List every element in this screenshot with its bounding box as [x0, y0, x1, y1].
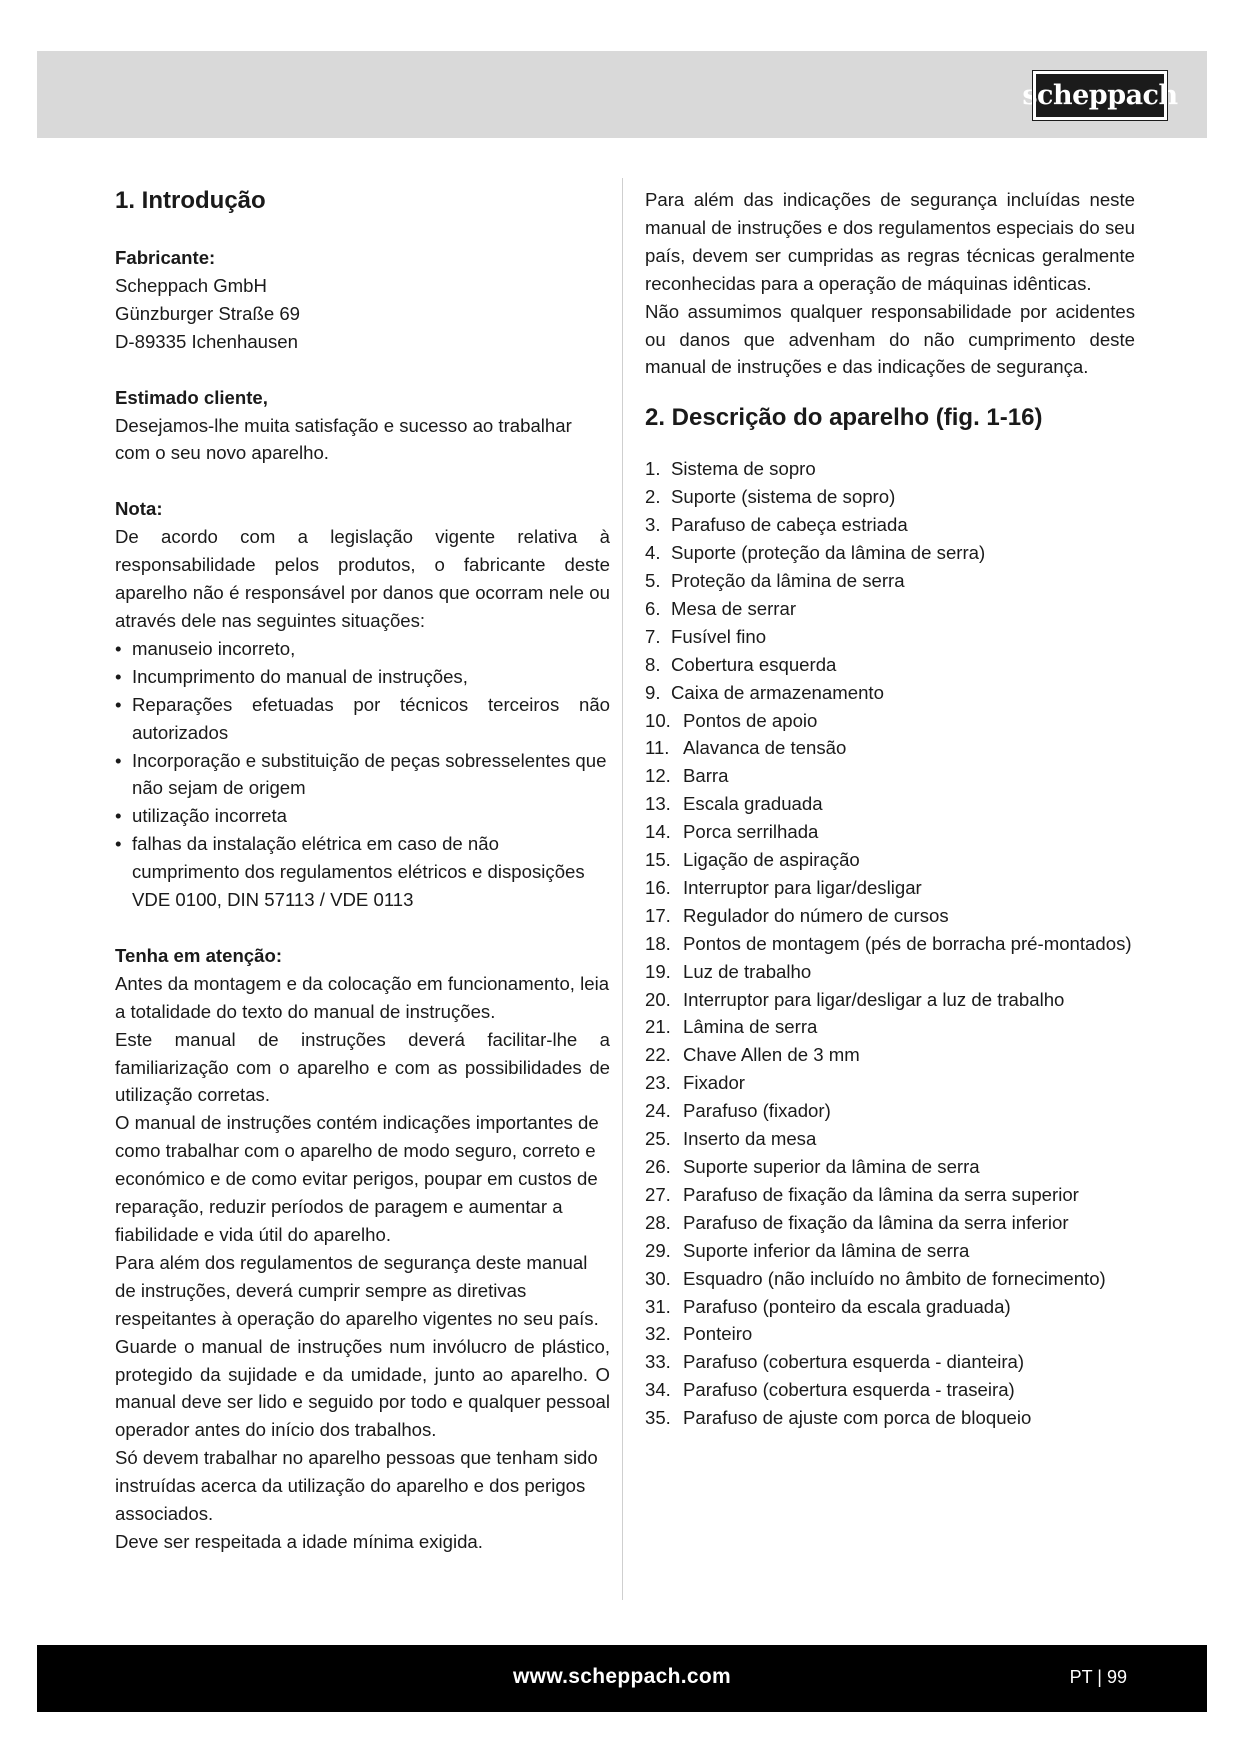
part-number: 26.: [645, 1156, 671, 1177]
part-number: 21.: [645, 1016, 671, 1038]
note-block: [115, 495, 610, 914]
part-list-item: [645, 1013, 1135, 1041]
attention-paragraph: O manual de instruções contém indicações importantes de como trabalhar com o aparelho de modo seguro, correto e económico e de como evitar perigos, poupar em custos de reparação, reduzir períodos de paragem e aumentar a fiabilidade e vida útil do aparelho.: [115, 1112, 599, 1245]
part-number: 15.: [645, 849, 671, 871]
part-number: 28.: [645, 1211, 671, 1233]
part-number: 25.: [645, 1128, 671, 1150]
list-item: • manuseio incorreto,: [115, 635, 610, 663]
attention-block: [115, 942, 610, 1556]
part-list-item: [645, 986, 1135, 1014]
part-number: 14.: [645, 821, 671, 843]
part-label: Ligação de aspiração: [683, 849, 860, 871]
part-label: Suporte superior da lâmina de serra: [683, 1156, 980, 1177]
intro-paragraph: Não assumimos qualquer responsabilidade por acidentes ou danos que advenham do não cumprimento deste manual de instruções e das indicações de segurança.: [645, 300, 1135, 378]
part-label: Esquadro (não incluído no âmbito de fornecimento): [683, 1267, 1106, 1289]
part-list-item: [645, 623, 1135, 651]
part-list-item: [645, 1153, 1135, 1181]
part-label: Interruptor para ligar/desligar a luz de trabalho: [683, 988, 1065, 1010]
part-label: Alavanca de tensão: [683, 737, 847, 759]
part-label: Parafuso (ponteiro da escala graduada): [683, 1295, 1011, 1317]
list-item: • Incumprimento do manual de instruções,: [115, 663, 610, 691]
list-item: • falhas da instalação elétrica em caso de não cumprimento dos regulamentos elétricos e disposições VDE 0100, DIN 57113 / VDE 0113: [115, 830, 610, 914]
part-list-item: [645, 567, 1135, 595]
list-item: • Reparações efetuadas por técnicos terceiros não autorizados: [115, 691, 610, 747]
manufacturer-line: D-89335 Ichenhausen: [115, 330, 298, 352]
section-title-device-description: 2. Descrição do aparelho (fig. 1-16): [645, 404, 1043, 432]
part-number: 34.: [645, 1379, 671, 1401]
part-list-item: [645, 707, 1135, 735]
brand-logo: scheppach: [1033, 71, 1167, 120]
part-list-item: [645, 874, 1135, 902]
part-label: Mesa de serrar: [671, 597, 797, 619]
part-number: 6.: [645, 597, 661, 619]
part-list-item: [645, 818, 1135, 846]
attention-paragraph: Deve ser respeitada a idade mínima exigida.: [115, 1530, 483, 1552]
part-number: 7.: [645, 625, 661, 647]
part-label: Pontos de montagem (pés de borracha pré-montados): [683, 932, 1132, 954]
part-number: 11.: [645, 737, 670, 759]
part-list-item: [645, 1320, 1135, 1348]
part-number: 1.: [645, 458, 661, 480]
part-number: 9.: [645, 681, 661, 703]
part-list-item: [645, 846, 1135, 874]
parts-list: [645, 455, 1135, 1432]
part-number: 29.: [645, 1239, 671, 1261]
part-label: Parafuso de cabeça estriada: [671, 514, 908, 536]
part-number: 16.: [645, 876, 671, 898]
manufacturer-label: Fabricante:: [115, 247, 216, 268]
part-number: 27.: [645, 1183, 671, 1205]
list-item: • Incorporação e substituição de peças sobresselentes que não sejam de origem: [115, 747, 610, 803]
list-item: • utilização incorreta: [115, 802, 610, 830]
part-label: Inserto da mesa: [683, 1128, 817, 1150]
part-number: 10.: [645, 709, 671, 731]
part-list-item: [645, 455, 1135, 483]
part-label: Ponteiro: [683, 1323, 753, 1345]
note-label: Nota:: [115, 498, 163, 520]
part-list-item: [645, 762, 1135, 790]
part-list-item: [645, 1348, 1135, 1376]
part-list-item: [645, 1293, 1135, 1321]
part-list-item: [645, 1237, 1135, 1265]
part-label: Parafuso (fixador): [683, 1100, 831, 1122]
part-number: 17.: [645, 904, 671, 926]
page-number: PT | 99: [1069, 1667, 1127, 1687]
manufacturer-line: Günzburger Straße 69: [115, 302, 301, 324]
left-column: [115, 186, 610, 1556]
part-number: 30.: [645, 1267, 671, 1289]
part-number: 33.: [645, 1351, 671, 1373]
part-label: Sistema de sopro: [671, 458, 816, 480]
manufacturer-line: Scheppach GmbH: [115, 274, 267, 296]
attention-paragraph: Só devem trabalhar no aparelho pessoas que tenham sido instruídas acerca da utilização do aparelho e dos perigos associados.: [115, 1447, 598, 1525]
part-label: Interruptor para ligar/desligar: [683, 876, 922, 898]
part-number: 8.: [645, 653, 661, 675]
note-bullet-list: [115, 635, 610, 914]
part-label: Fusível fino: [671, 625, 767, 647]
part-label: Parafuso de fixação da lâmina da serra inferior: [683, 1211, 1069, 1233]
part-label: Caixa de armazenamento: [671, 681, 884, 703]
part-list-item: [645, 539, 1135, 567]
part-list-item: [645, 902, 1135, 930]
column-divider: [622, 178, 623, 1600]
part-label: Barra: [683, 765, 729, 787]
part-label: Parafuso (cobertura esquerda - traseira): [683, 1379, 1015, 1401]
section-title-introduction: 1. Introdução: [115, 187, 266, 214]
part-number: 2.: [645, 486, 661, 508]
part-label: Parafuso de fixação da lâmina da serra superior: [683, 1183, 1079, 1205]
part-number: 22.: [645, 1044, 671, 1066]
part-label: Suporte (sistema de sopro): [671, 486, 896, 508]
part-list-item: [645, 790, 1135, 818]
manufacturer-block: [115, 244, 610, 356]
part-label: Regulador do número de cursos: [683, 904, 949, 926]
part-label: Parafuso (cobertura esquerda - dianteira): [683, 1351, 1025, 1373]
customer-block: [115, 384, 610, 468]
part-list-item: [645, 1069, 1135, 1097]
attention-paragraph: Este manual de instruções deverá facilitar-lhe a familiarização com o aparelho e com as possibilidades de utilização corretas.: [115, 1028, 610, 1106]
part-label: Pontos de apoio: [683, 709, 818, 731]
right-column: [645, 186, 1135, 1432]
part-number: 5.: [645, 569, 661, 591]
part-list-item: [645, 958, 1135, 986]
part-label: Suporte inferior da lâmina de serra: [683, 1239, 970, 1261]
attention-paragraph: Antes da montagem e da colocação em funcionamento, leia a totalidade do texto do manual de instruções.: [115, 972, 610, 1022]
customer-text: Desejamos-lhe muita satisfação e sucesso ao trabalhar com o seu novo aparelho.: [115, 414, 572, 464]
customer-label: Estimado cliente,: [115, 386, 268, 408]
part-list-item: [645, 1181, 1135, 1209]
part-list-item: [645, 1041, 1135, 1069]
part-number: 4.: [645, 542, 661, 564]
footer-url-link[interactable]: www.scheppach.com: [513, 1665, 731, 1688]
part-label: Porca serrilhada: [683, 821, 819, 843]
intro-paragraph: Para além das indicações de segurança incluídas neste manual de instruções e dos regulamentos especiais do seu país, devem ser cumpridas as regras técnicas geralmente reconhecidas para a operação de máquinas idênticas.: [645, 189, 1135, 294]
part-list-item: [645, 1209, 1135, 1237]
part-label: Suporte (proteção da lâmina de serra): [671, 542, 986, 564]
part-number: 13.: [645, 793, 671, 815]
part-list-item: [645, 651, 1135, 679]
part-list-item: [645, 1125, 1135, 1153]
attention-paragraph: Para além dos regulamentos de segurança deste manual de instruções, deverá cumprir sempre as diretivas respeitantes à operação do aparelho vigentes no seu país.: [115, 1251, 599, 1329]
part-list-item: [645, 595, 1135, 623]
part-number: 3.: [645, 514, 661, 536]
part-list-item: [645, 1376, 1135, 1404]
part-label: Parafuso de ajuste com porca de bloqueio: [683, 1407, 1032, 1429]
part-number: 24.: [645, 1100, 671, 1122]
part-number: 35.: [645, 1407, 671, 1429]
note-text: De acordo com a legislação vigente relativa à responsabilidade pelos produtos, o fabricante deste aparelho não é responsável por danos que ocorram nele ou através dele nas seguintes situações:: [115, 526, 610, 631]
part-list-item: [645, 1097, 1135, 1125]
part-list-item: [645, 511, 1135, 539]
part-number: 23.: [645, 1072, 671, 1094]
part-label: Escala graduada: [683, 793, 823, 815]
part-list-item: [645, 679, 1135, 707]
part-number: 31.: [645, 1295, 671, 1317]
part-number: 20.: [645, 988, 671, 1010]
part-label: Luz de trabalho: [683, 960, 812, 982]
attention-paragraph: Guarde o manual de instruções num invólucro de plástico, protegido da sujidade e da umidade, junto ao aparelho. O manual deve ser lido e seguido por todo e qualquer pessoal operador antes do início dos trabalhos.: [115, 1335, 610, 1441]
part-label: Fixador: [683, 1072, 746, 1094]
part-number: 32.: [645, 1323, 671, 1345]
attention-label: Tenha em atenção:: [115, 944, 283, 966]
part-label: Proteção da lâmina de serra: [671, 569, 905, 591]
part-label: Lâmina de serra: [683, 1016, 818, 1038]
part-label: Chave Allen de 3 mm: [683, 1044, 860, 1066]
part-number: 19.: [645, 960, 671, 982]
part-list-item: [645, 930, 1135, 958]
part-number: 18.: [645, 932, 671, 954]
part-number: 12.: [645, 765, 671, 787]
part-list-item: [645, 734, 1135, 762]
footer-band: [37, 1645, 1207, 1712]
part-list-item: [645, 1265, 1135, 1293]
part-list-item: [645, 483, 1135, 511]
part-list-item: [645, 1404, 1135, 1432]
part-label: Cobertura esquerda: [671, 653, 837, 675]
